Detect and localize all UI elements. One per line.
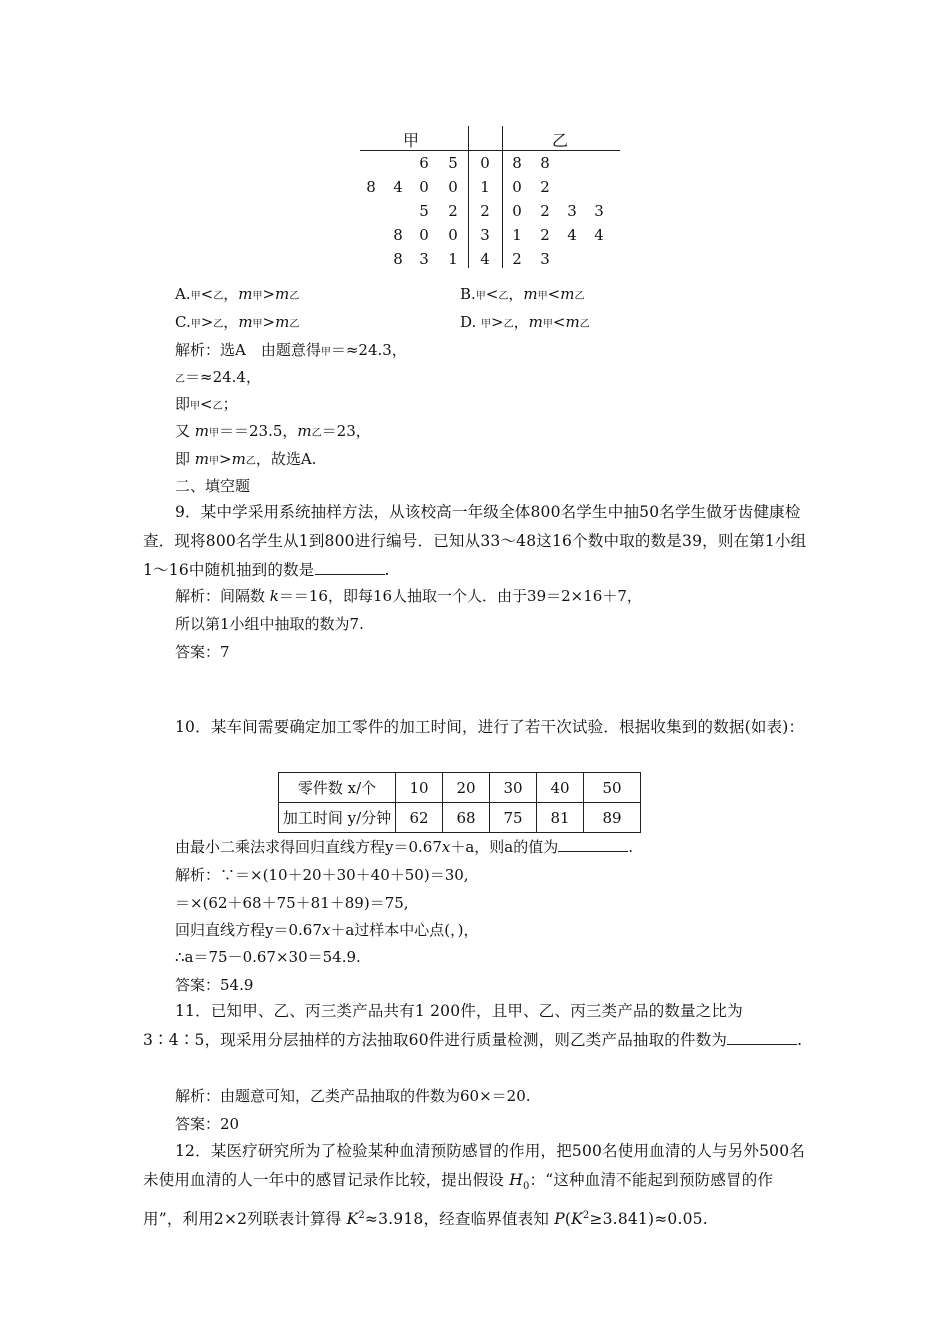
- right-leaf: 2: [540, 226, 550, 244]
- left-leaf: 6: [419, 154, 429, 172]
- table-row: [279, 803, 641, 833]
- q8-solution-line-5: 即 m甲>m乙，故选A.: [175, 450, 317, 468]
- q8-solution-line-4: 又 m甲＝＝23.5，m乙＝23，: [175, 422, 371, 440]
- q10-solution-line-2: ＝×(62＋68＋75＋81＋89)＝75,: [175, 894, 409, 912]
- option-a: A.甲<乙，m甲>m乙: [175, 285, 300, 303]
- left-leaf: 0: [448, 226, 458, 244]
- table-cell: 68: [443, 803, 490, 833]
- table-cell: 89: [584, 803, 641, 833]
- right-leaf: 2: [540, 178, 550, 196]
- left-leaf: 5: [419, 202, 429, 220]
- header-left: 甲: [403, 131, 420, 150]
- q10-regression-line: 由最小二乘法求得回归直线方程y＝0.67x＋a，则a的值为 .: [175, 838, 634, 856]
- stem-divider-right: [502, 126, 503, 268]
- header-rule: [360, 150, 620, 151]
- left-leaf: 0: [419, 226, 429, 244]
- option-c: C.甲>乙，m甲>m乙: [175, 313, 300, 331]
- table-cell: 62: [396, 803, 443, 833]
- header-right: 乙: [552, 131, 569, 150]
- table-cell: 75: [490, 803, 537, 833]
- stem-divider-left: [468, 126, 469, 268]
- left-leaf: 4: [393, 178, 403, 196]
- right-leaf: 8: [512, 154, 522, 172]
- right-leaf: 2: [512, 250, 522, 268]
- answer-blank: [727, 1030, 771, 1045]
- table-row-label: 加工时间 y/分钟: [279, 803, 396, 833]
- q10-solution-line-1: 解析：∵＝×(10＋20＋30＋40＋50)＝30,: [175, 866, 469, 884]
- q9-solution-line-1: 解析：间隔数 k＝＝16，即每16人抽取一个人．由于39＝2×16＋7，: [175, 587, 642, 605]
- left-leaf: 5: [448, 154, 458, 172]
- q10-answer: 答案：54.9: [175, 976, 254, 994]
- left-leaf: 3: [419, 250, 429, 268]
- q11-question: 11．已知甲、乙、丙三类产品共有1 200件，且甲、乙、丙三类产品的数量之比为3∶4∶5，现采用分层抽样的方法抽取60件进行质量检测，则乙类产品抽取的件数为 .: [143, 1002, 803, 1049]
- q8-solution-line-1: 解析：选A 由题意得甲＝≈24.3，: [175, 341, 407, 359]
- right-leaf: 4: [567, 226, 577, 244]
- answer-blank: [558, 837, 628, 852]
- left-leaf: 1: [448, 250, 458, 268]
- q12-question: 12．某医疗研究所为了检验某种血清预防感冒的作用，把500名使用血清的人与另外500名未使用血清的人一年中的感冒记录作比较，提出假设 $H_0$：“这种血清不能起到预防感冒的作用”，利用2×2列联表计算得 $K^2\approx 3.918$，经查临界值表知 $P(K^2\ge 3.841)\approx 0.05$.: [143, 1142, 805, 1229]
- table-row: [279, 773, 641, 803]
- table-cell: 40: [537, 773, 584, 803]
- q8-solution-line-2: 乙＝≈24.4，: [175, 368, 261, 386]
- table-cell: 50: [584, 773, 641, 803]
- answer-blank: [771, 1030, 797, 1045]
- q10-solution-line-4: ∴a＝75－0.67×30＝54.9.: [175, 948, 361, 966]
- right-leaf: 0: [512, 202, 522, 220]
- option-b: B.甲<乙，m甲<m乙: [460, 285, 585, 303]
- table-cell: 10: [396, 773, 443, 803]
- right-leaf: 8: [540, 154, 550, 172]
- stem: 1: [480, 178, 490, 196]
- q9-question: 9．某中学采用系统抽样方法，从该校高一年级全体800名学生中抽50名学生做牙齿健康检查．现将800名学生从1到800进行编号．已知从33～48这16个数中取的数是39，则在第1小组1～16中随机抽到的数是 .: [143, 503, 807, 579]
- left-leaf: 8: [393, 250, 403, 268]
- stem: 3: [480, 226, 490, 244]
- q11-solution: 解析：由题意可知，乙类产品抽取的件数为60×＝20.: [175, 1087, 531, 1105]
- q9-solution-line-2: 所以第1小组中抽取的数为7.: [175, 615, 364, 633]
- data-table: [278, 772, 641, 833]
- q10-question: 10．某车间需要确定加工零件的加工时间，进行了若干次试验．根据收集到的数据(如表)：: [175, 718, 805, 736]
- right-leaf: 4: [594, 226, 604, 244]
- section-heading: 二、填空题: [175, 477, 251, 495]
- q11-answer: 答案：20: [175, 1115, 240, 1133]
- q8-solution-line-3: 即甲<乙；: [175, 395, 238, 413]
- left-leaf: 2: [448, 202, 458, 220]
- option-d: D. 甲>乙，m甲<m乙: [460, 313, 590, 331]
- q10-solution-line-3: 回归直线方程y＝0.67x＋a过样本中心点(，)，: [175, 921, 479, 939]
- table-cell: 20: [443, 773, 490, 803]
- q9-answer: 答案：7: [175, 643, 230, 661]
- right-leaf: 2: [540, 202, 550, 220]
- answer-blank: [315, 560, 385, 575]
- table-cell: 30: [490, 773, 537, 803]
- stem: 0: [480, 154, 490, 172]
- right-leaf: 3: [540, 250, 550, 268]
- left-leaf: 8: [393, 226, 403, 244]
- right-leaf: 3: [567, 202, 577, 220]
- left-leaf: 0: [419, 178, 429, 196]
- table-cell: 81: [537, 803, 584, 833]
- right-leaf: 0: [512, 178, 522, 196]
- left-leaf: 8: [366, 178, 376, 196]
- right-leaf: 1: [512, 226, 522, 244]
- stem: 2: [480, 202, 490, 220]
- table-row-label: 零件数 x/个: [279, 773, 396, 803]
- right-leaf: 3: [594, 202, 604, 220]
- stem: 4: [480, 250, 490, 268]
- left-leaf: 0: [448, 178, 458, 196]
